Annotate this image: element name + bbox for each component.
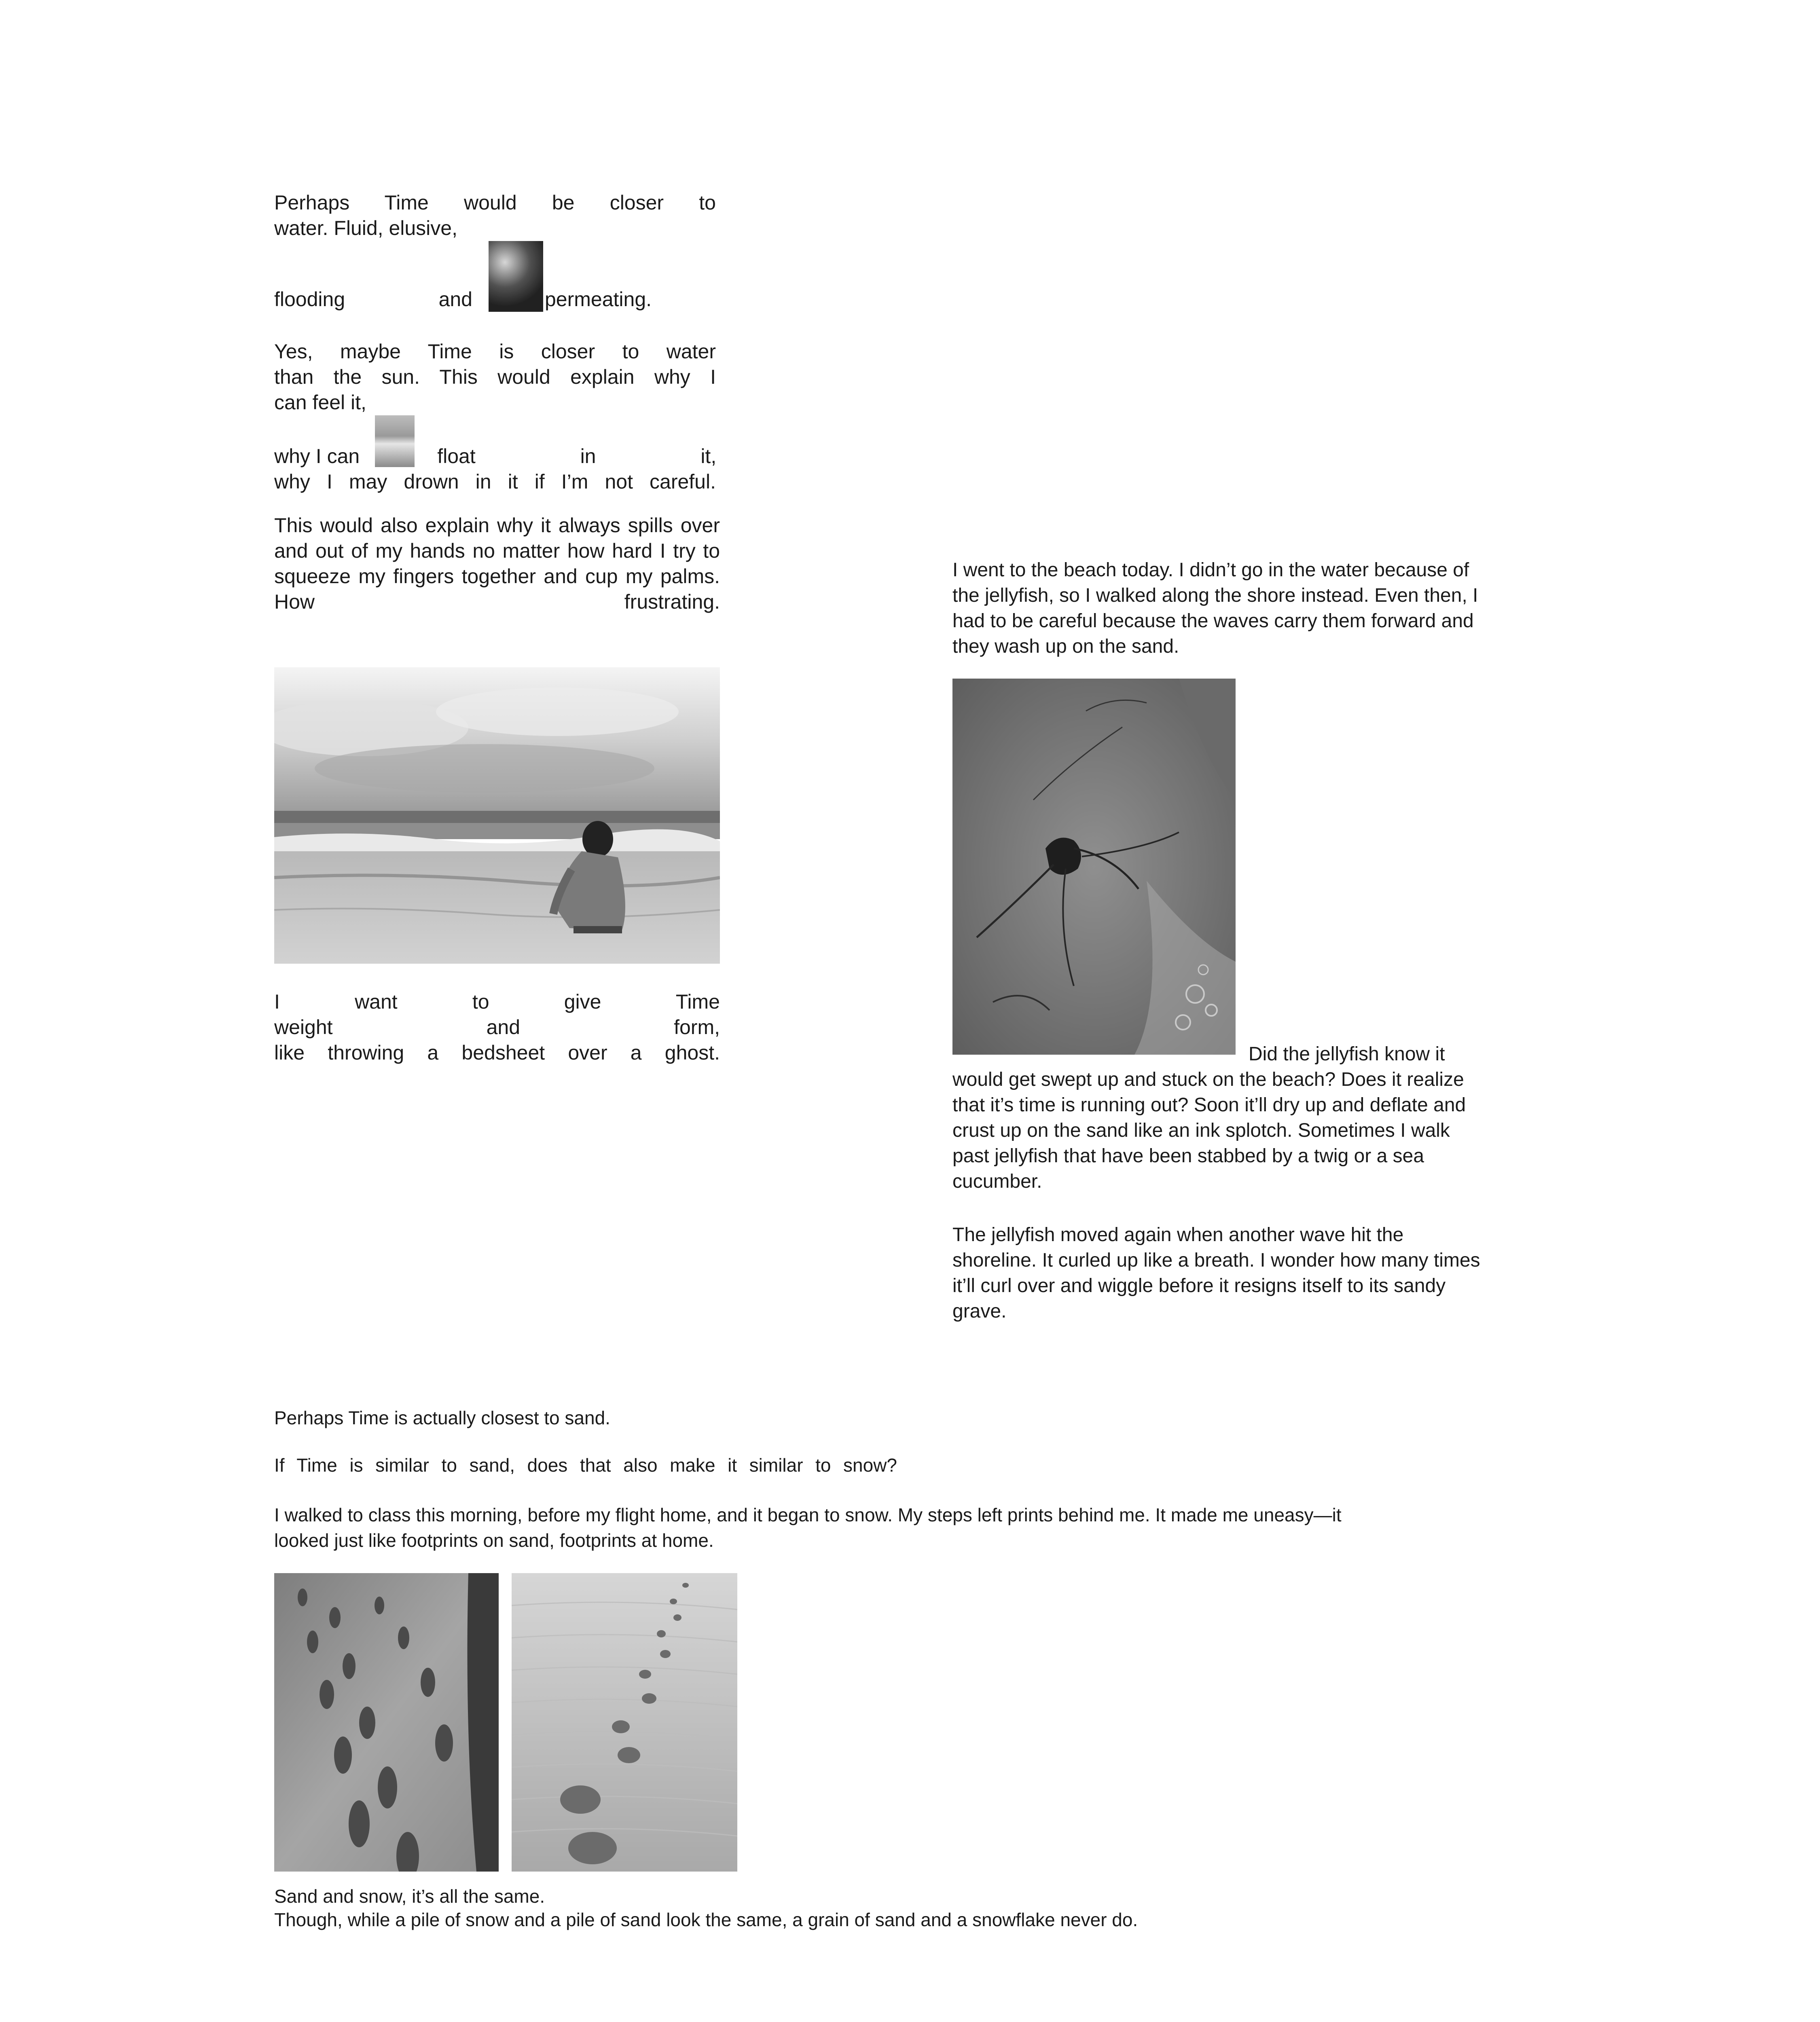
middle-paragraph-2: If Time is similar to sand, does that also make it similar to snow?: [274, 1455, 897, 1476]
beach-photo: [274, 667, 720, 964]
text-line: flooding and permeating.: [274, 241, 716, 312]
text-line: How frustrating.: [274, 590, 720, 613]
text-line: why I can float in it,: [274, 415, 716, 469]
text-line: why I may drown in it if I’m not careful.: [274, 470, 716, 493]
text-line: This would also explain why it always spills over: [274, 514, 720, 537]
right-paragraph-1: I went to the beach today. I didn’t go in the water because of the jellyfish, so I walked along the shore instead. Even then, I had to be careful because the waves carry them forward and they wash up on the sand.: [952, 559, 1478, 657]
text-line: I want to give Time: [274, 990, 720, 1013]
middle-paragraph-1: Perhaps Time is actually closest to sand.: [274, 1407, 610, 1428]
water-inline-photo: [489, 241, 543, 312]
text-line: looked just like footprints on sand, footprints at home.: [274, 1530, 714, 1551]
text-line: water. Fluid, elusive,: [274, 217, 457, 239]
text-line: squeeze my fingers together and cup my palms.: [274, 565, 720, 588]
right-paragraph-3: The jellyfish moved again when another wave hit the shoreline. It curled up like a breath. I wonder how many times it’ll curl over and wiggle before it resigns itself to its sandy grave.: [952, 1224, 1480, 1322]
text-line: Did the jellyfish know it: [1249, 1043, 1445, 1065]
text-line: and out of my hands no matter how hard I try to: [274, 539, 720, 562]
text-line: like throwing a bedsheet over a ghost.: [274, 1041, 720, 1064]
left-paragraph-1: [274, 190, 716, 312]
sea-inline-photo: [375, 415, 415, 467]
snow-footprints-photo: [274, 1573, 499, 1872]
photo-caption: [274, 1885, 1138, 1931]
caption-line: Though, while a pile of snow and a pile of sand look the same, a grain of sand and a snowflake never do.: [274, 1909, 1138, 1930]
caption-line: Sand and snow, it’s all the same.: [274, 1886, 545, 1907]
middle-paragraph-3: [274, 1502, 1342, 1553]
text-line: Yes, maybe Time is closer to water: [274, 340, 716, 363]
text-line: I walked to class this morning, before my flight home, and it began to snow. My steps left prints behind me. It made me uneasy—it: [274, 1504, 1342, 1525]
text-line: would get swept up and stuck on the beach? Does it realize that it’s time is running out? Soon it’ll dry up and deflate and crust up on the sand like an ink splotch. Sometimes I walk past jellyfish that have been stabbed by a twig or a sea cucumber.: [952, 1069, 1466, 1192]
right-paragraph-2: [952, 1041, 1490, 1194]
text-line: can feel it,: [274, 391, 366, 414]
left-paragraph-3: [274, 513, 720, 615]
left-paragraph-4: [274, 989, 720, 1066]
text-line: than the sun. This would explain why I: [274, 366, 716, 388]
jellyfish-photo: [952, 679, 1236, 1055]
text-line: Perhaps Time would be closer to: [274, 191, 716, 214]
text-line: weight and form,: [274, 1016, 720, 1038]
sand-footprints-photo: [512, 1573, 737, 1872]
left-paragraph-2: [274, 339, 716, 495]
